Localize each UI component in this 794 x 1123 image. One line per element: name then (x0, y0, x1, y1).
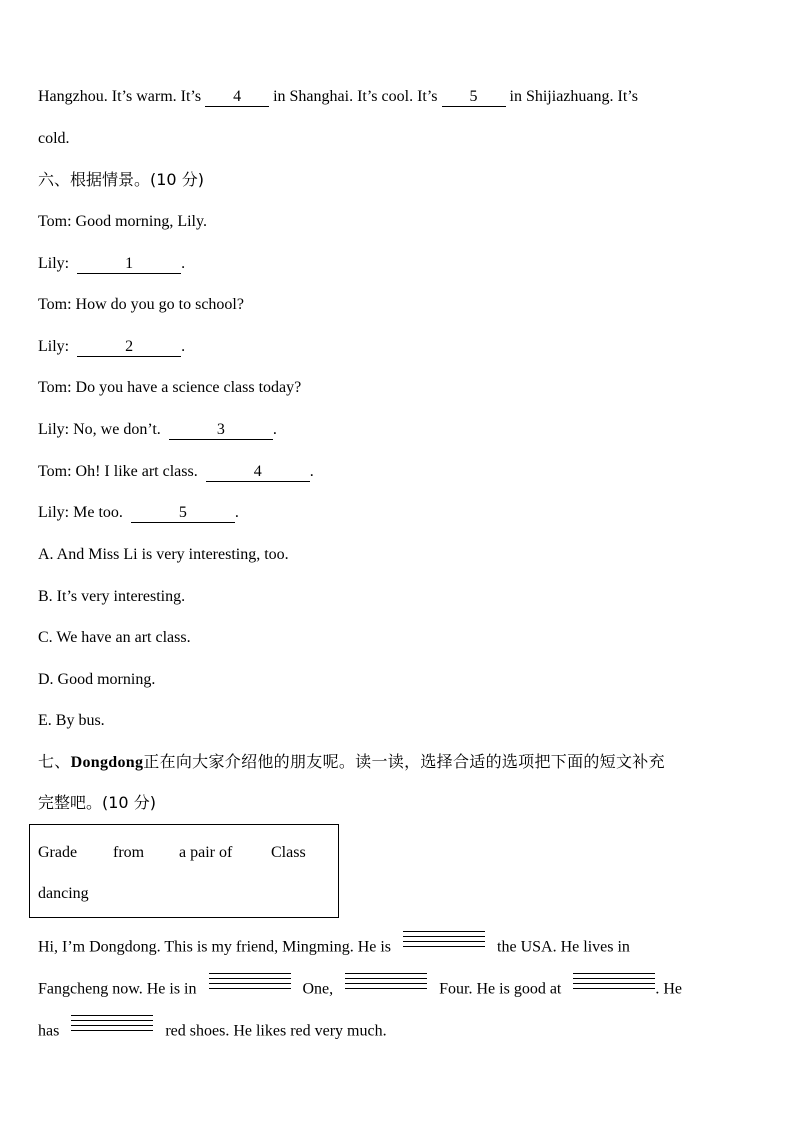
word-bank (29, 824, 339, 918)
passage-text: Fangcheng now. He is in (38, 980, 197, 998)
option-item: A. And Miss Li is very interesting, too. (38, 546, 289, 563)
dialogue-line: Tom: Oh! I like art class. 4 . (38, 463, 314, 480)
passage-line-2: cold. (38, 130, 70, 147)
dialogue-line (38, 295, 244, 315)
speaker-label: Tom: (38, 213, 72, 230)
passage-text: the USA. He lives in (497, 938, 630, 956)
speaker-label: Tom: (38, 463, 72, 480)
dialogue-text: Good morning, Lily. (75, 213, 207, 230)
passage-text: . He (655, 980, 683, 998)
speaker-label: Lily: (38, 338, 70, 355)
passage-text: Hi, I’m Dongdong. This is my friend, Mingming. He is (38, 938, 392, 956)
dialogue-line: Lily: No, we don’t. 3 . (38, 421, 277, 438)
passage-line-1 (38, 87, 638, 107)
answer-blank-5-s7[interactable] (71, 1015, 153, 1037)
answer-blank[interactable]: 4 (206, 463, 310, 482)
passage-text: Four. He is good at (439, 980, 562, 998)
speaker-label: Tom: (38, 379, 72, 396)
section-7-number: 七、 (38, 752, 71, 771)
dialogue-text: Me too. (73, 504, 123, 521)
section-7-instruction: 正在向大家介绍他的朋友呢。读一读，选择合适的选项把下面的短文补充 (143, 752, 665, 771)
passage-text: in Shanghai. It’s cool. It’s (273, 88, 438, 105)
answer-blank-1[interactable] (403, 931, 485, 953)
answer-blank-2[interactable] (209, 973, 291, 995)
option-item: B. It’s very interesting. (38, 588, 186, 605)
answer-blank-4-s7[interactable] (573, 973, 655, 995)
dialogue-text: How do you go to school? (75, 296, 244, 313)
answer-blank[interactable]: 5 (131, 504, 235, 523)
option-item: D. Good morning. (38, 671, 156, 688)
passage-text: One, (302, 980, 334, 998)
passage-text: in Shijiazhuang. It’s (509, 88, 638, 105)
passage-7-line-1 (38, 937, 630, 959)
dialogue-line (38, 212, 207, 232)
passage-text: Hangzhou. It’s warm. It’s (38, 88, 202, 105)
dialogue-line (38, 378, 301, 398)
word-bank-item: from (113, 844, 145, 861)
passage-text: has (38, 1022, 60, 1040)
section-7-heading-line-2: 完整吧。(10 分) (38, 793, 156, 812)
answer-blank[interactable]: 1 (77, 255, 181, 274)
dialogue-text: Do you have a science class today? (75, 379, 302, 396)
word-bank-item: dancing (38, 885, 89, 902)
answer-blank[interactable]: 2 (77, 338, 181, 357)
passage-7-line-3 (38, 1021, 387, 1043)
speaker-label: Lily: (38, 255, 70, 272)
option-item: E. By bus. (38, 712, 105, 729)
dialogue-line: Lily: 2 . (38, 338, 186, 355)
answer-blank-5[interactable]: 5 (442, 88, 506, 107)
passage-text: red shoes. He likes red very much. (165, 1022, 387, 1040)
speaker-label: Lily: (38, 421, 70, 438)
section-6-heading: 六、根据情景。(10 分) (38, 170, 204, 189)
dialogue-text: No, we don’t. (73, 421, 161, 438)
option-item: C. We have an art class. (38, 629, 191, 646)
answer-blank[interactable]: 3 (169, 421, 273, 440)
word-bank-item: Class (271, 844, 306, 861)
speaker-label: Lily: (38, 504, 70, 521)
section-7-name: Dongdong (70, 754, 144, 771)
word-bank-item: a pair of (179, 844, 233, 861)
dialogue-text: Oh! I like art class. (75, 463, 198, 480)
passage-7-line-2 (38, 979, 682, 1001)
dialogue-line: Lily: 1 . (38, 255, 186, 272)
section-7-heading (38, 752, 665, 773)
answer-blank-3[interactable] (345, 973, 427, 995)
dialogue-line: Lily: Me too. 5 . (38, 504, 239, 521)
word-bank-item: Grade (38, 844, 78, 861)
speaker-label: Tom: (38, 296, 72, 313)
answer-blank-4[interactable]: 4 (205, 88, 269, 107)
